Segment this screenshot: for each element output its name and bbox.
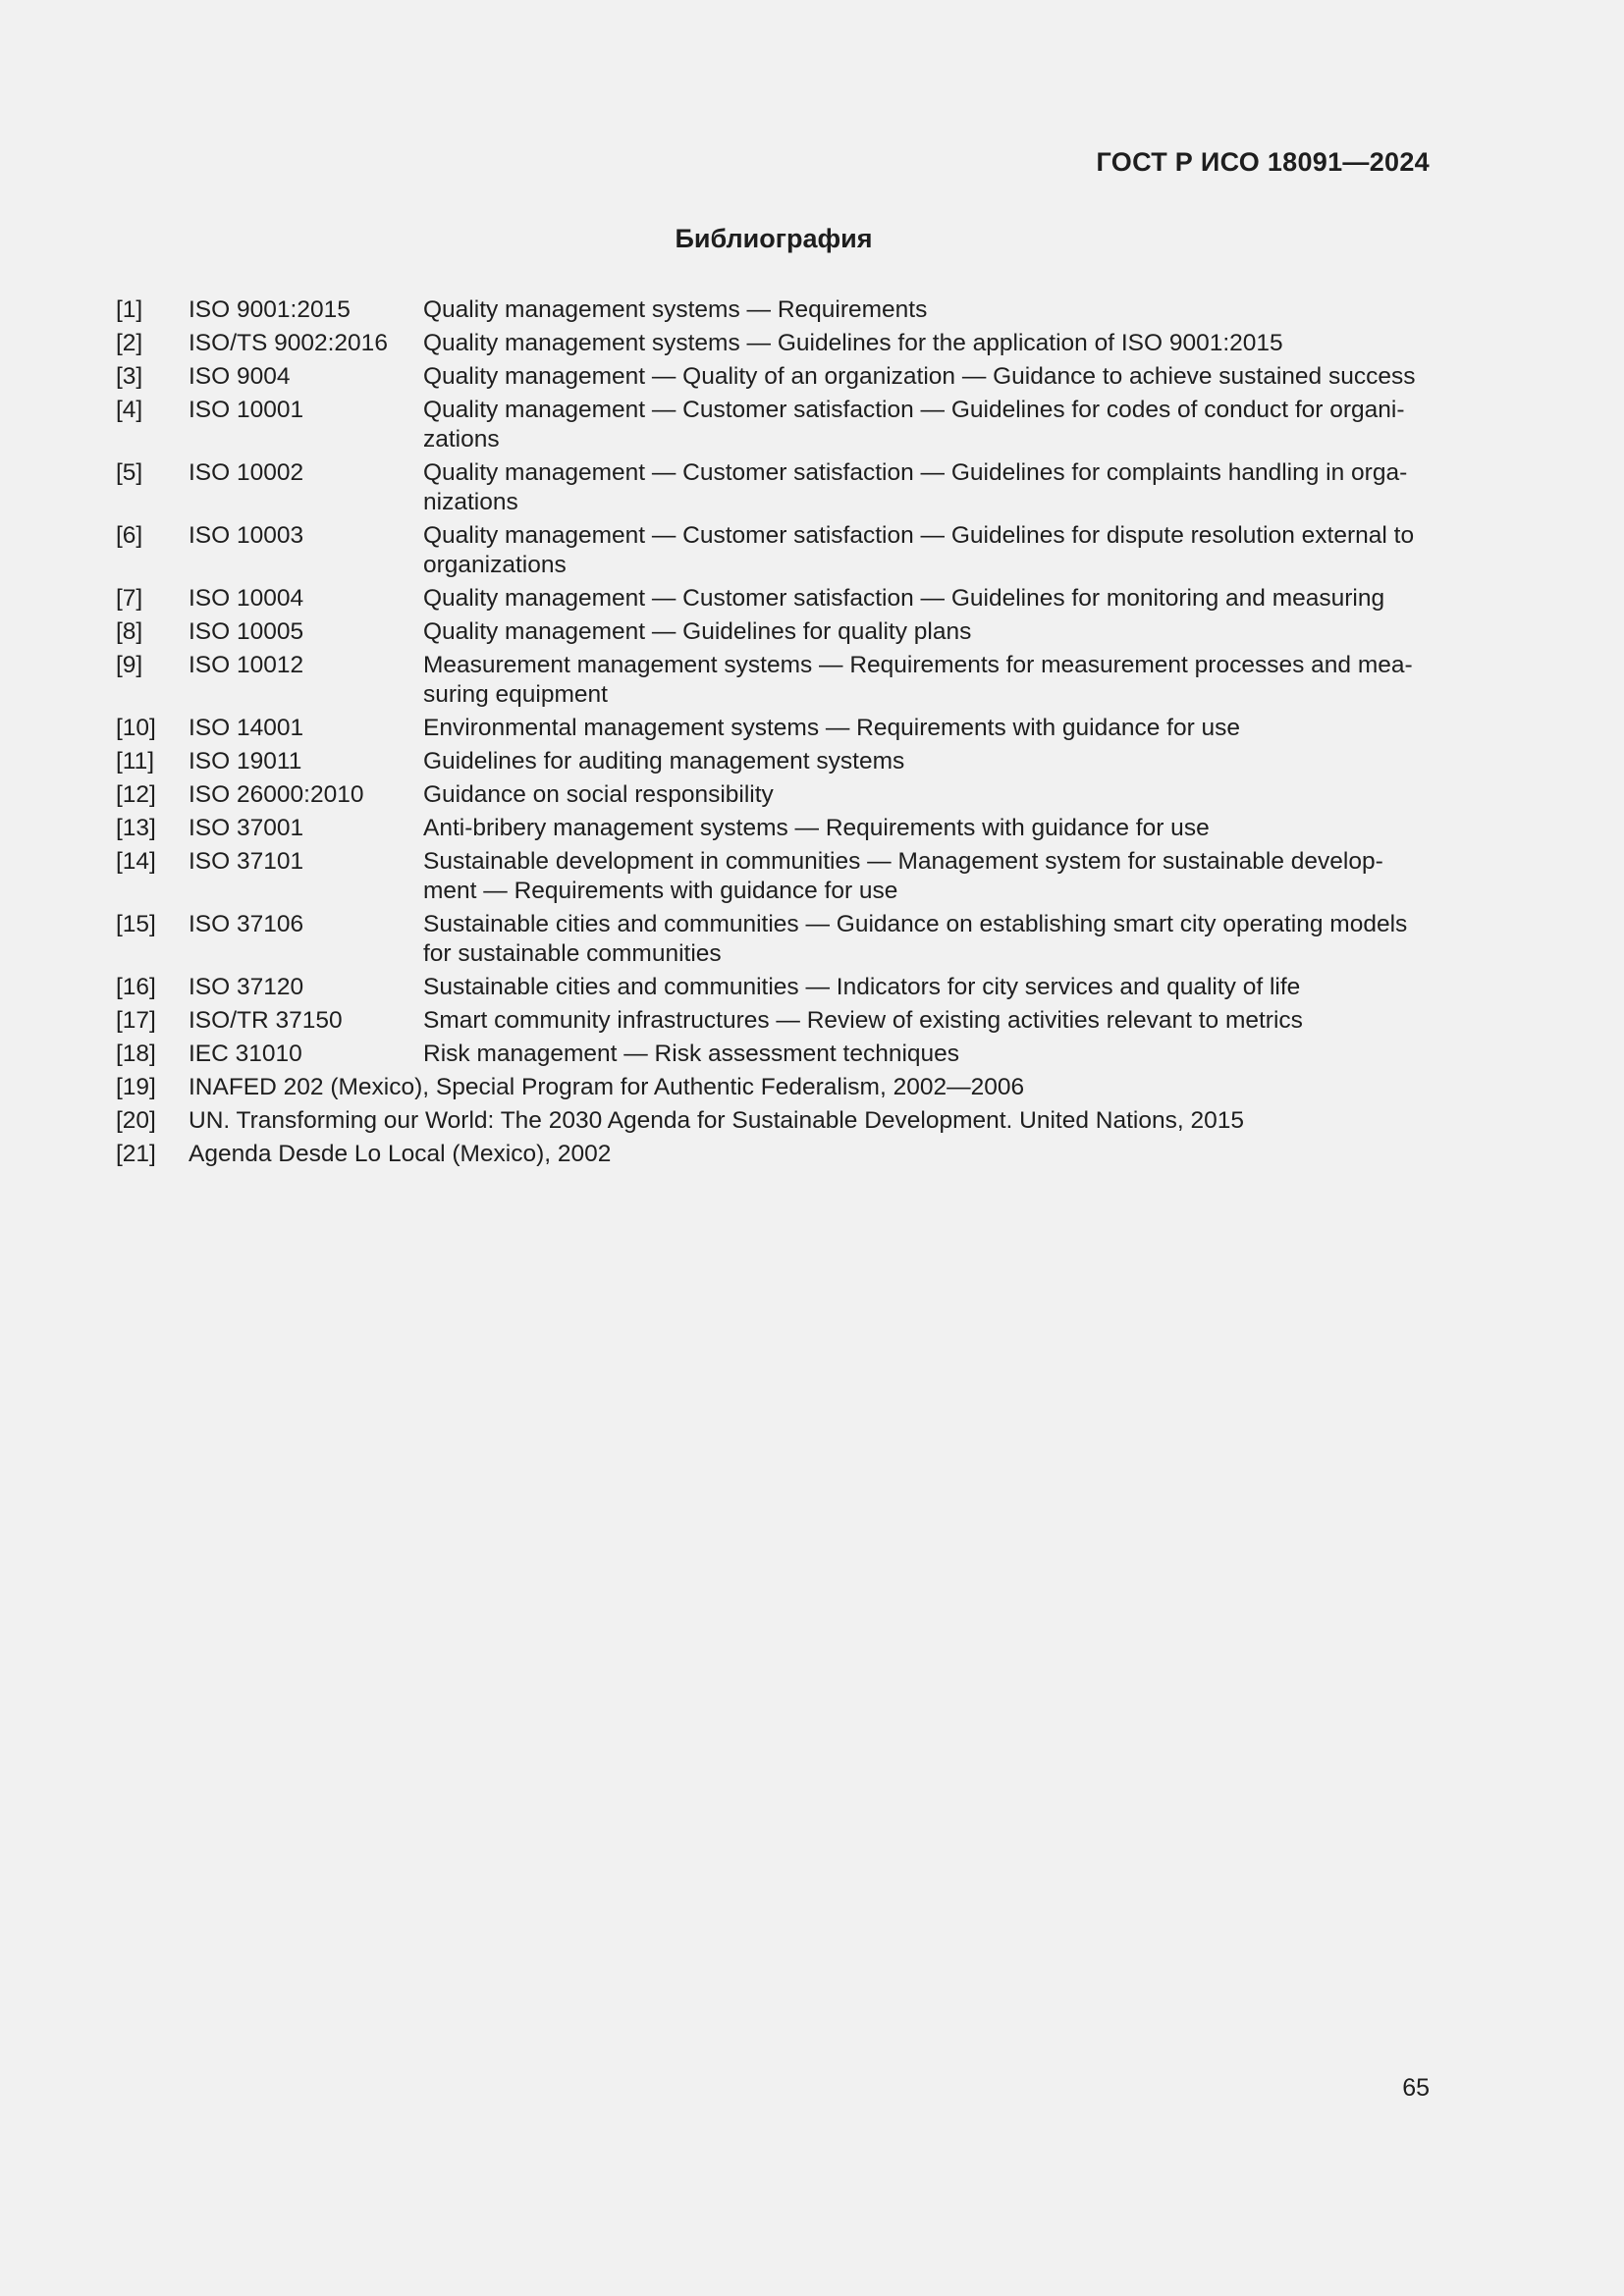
- entry-number: [19]: [116, 1074, 156, 1100]
- bibliography-list: [116, 295, 1432, 1173]
- bibliography-entry: [116, 651, 1432, 710]
- entry-number: [7]: [116, 585, 143, 612]
- entry-text: UN. Transforming our World: The 2030 Agenda for Sustainable Development. United Nations, 2015: [189, 1107, 1244, 1134]
- bibliography-entry: [116, 747, 1432, 776]
- entry-title: Sustainable cities and communities — Guidance on establishing smart city operating models for sustainable communities: [423, 911, 1408, 967]
- bibliography-entry: [116, 814, 1432, 843]
- bibliography-entry: [116, 584, 1432, 614]
- entry-standard-code: ISO 14001: [189, 715, 304, 741]
- entry-title: Measurement management systems — Requirements for measurement processes and mea- suring equipment: [423, 652, 1413, 708]
- entry-number: [2]: [116, 330, 143, 356]
- entry-text: Agenda Desde Lo Local (Mexico), 2002: [189, 1141, 612, 1167]
- entry-standard-code: IEC 31010: [189, 1041, 302, 1067]
- entry-title: Quality management systems — Guidelines for the application of ISO 9001:2015: [423, 330, 1283, 356]
- entry-number: [16]: [116, 974, 156, 1000]
- entry-standard-code: ISO 37120: [189, 974, 304, 1000]
- entry-title: Quality management — Quality of an organization — Guidance to achieve sustained success: [423, 363, 1416, 390]
- entry-title: Quality management — Guidelines for quality plans: [423, 618, 972, 645]
- bibliography-entry: [116, 617, 1432, 647]
- bibliography-entry: [116, 910, 1432, 969]
- entry-number: [1]: [116, 296, 143, 323]
- entry-number: [3]: [116, 363, 143, 390]
- bibliography-entry: [116, 1006, 1432, 1036]
- entry-standard-code: ISO 37001: [189, 815, 304, 841]
- entry-number: [5]: [116, 459, 143, 486]
- entry-title: Environmental management systems — Requirements with guidance for use: [423, 715, 1241, 741]
- entry-standard-code: ISO/TR 37150: [189, 1007, 343, 1034]
- bibliography-entry: [116, 1040, 1432, 1069]
- entry-number: [9]: [116, 652, 143, 678]
- entry-standard-code: ISO 9004: [189, 363, 291, 390]
- bibliography-entry: [116, 714, 1432, 743]
- entry-number: [20]: [116, 1107, 156, 1134]
- section-title: Библиография: [675, 224, 873, 253]
- entry-standard-code: ISO/TS 9002:2016: [189, 330, 388, 356]
- entry-number: [14]: [116, 848, 156, 875]
- entry-number: [8]: [116, 618, 143, 645]
- entry-number: [12]: [116, 781, 156, 808]
- entry-standard-code: ISO 10004: [189, 585, 304, 612]
- entry-title: Quality management — Customer satisfaction — Guidelines for dispute resolution external to organizations: [423, 522, 1415, 578]
- entry-standard-code: ISO 9001:2015: [189, 296, 351, 323]
- entry-number: [15]: [116, 911, 156, 937]
- entry-number: [6]: [116, 522, 143, 549]
- entry-title: Sustainable cities and communities — Indicators for city services and quality of life: [423, 974, 1301, 1000]
- entry-standard-code: ISO 19011: [189, 748, 302, 774]
- bibliography-entry: [116, 329, 1432, 358]
- entry-standard-code: ISO 37101: [189, 848, 304, 875]
- entry-number: [13]: [116, 815, 156, 841]
- bibliography-entry: [116, 973, 1432, 1002]
- bibliography-entry: [116, 847, 1432, 906]
- bibliography-entry: [116, 362, 1432, 392]
- entry-text: INAFED 202 (Mexico), Special Program for Authentic Federalism, 2002—2006: [189, 1074, 1025, 1100]
- bibliography-entry: [116, 295, 1432, 325]
- entry-standard-code: ISO 10001: [189, 397, 304, 423]
- entry-number: [11]: [116, 748, 155, 774]
- entry-standard-code: ISO 26000:2010: [189, 781, 364, 808]
- page-number: 65: [1402, 2074, 1430, 2102]
- entry-title: Risk management — Risk assessment techniques: [423, 1041, 960, 1067]
- entry-standard-code: ISO 10003: [189, 522, 304, 549]
- entry-number: [18]: [116, 1041, 156, 1067]
- bibliography-entry: [116, 1073, 1432, 1102]
- entry-number: [17]: [116, 1007, 156, 1034]
- entry-title: Quality management — Customer satisfaction — Guidelines for monitoring and measuring: [423, 585, 1385, 612]
- bibliography-entry: [116, 458, 1432, 517]
- entry-title: Quality management — Customer satisfaction — Guidelines for complaints handling in orga- nizations: [423, 459, 1408, 515]
- entry-title: Guidelines for auditing management systems: [423, 748, 905, 774]
- bibliography-entry: [116, 396, 1432, 454]
- entry-title: Guidance on social responsibility: [423, 781, 774, 808]
- entry-number: [10]: [116, 715, 156, 741]
- document-code: ГОСТ Р ИСО 18091—2024: [1096, 147, 1430, 177]
- entry-title: Quality management systems — Requirements: [423, 296, 928, 323]
- entry-title: Sustainable development in communities — Management system for sustainable develop- ment — Requirements with guidance for use: [423, 848, 1383, 904]
- bibliography-entry: [116, 521, 1432, 580]
- entry-title: Quality management — Customer satisfaction — Guidelines for codes of conduct for organi- zations: [423, 397, 1405, 453]
- entry-standard-code: ISO 10002: [189, 459, 304, 486]
- entry-standard-code: ISO 10012: [189, 652, 304, 678]
- bibliography-entry: [116, 1140, 1432, 1169]
- entry-title: Anti-bribery management systems — Requirements with guidance for use: [423, 815, 1210, 841]
- entry-title: Smart community infrastructures — Review of existing activities relevant to metrics: [423, 1007, 1303, 1034]
- bibliography-entry: [116, 780, 1432, 810]
- entry-standard-code: ISO 10005: [189, 618, 304, 645]
- entry-standard-code: ISO 37106: [189, 911, 304, 937]
- entry-number: [4]: [116, 397, 143, 423]
- bibliography-entry: [116, 1106, 1432, 1136]
- entry-number: [21]: [116, 1141, 156, 1167]
